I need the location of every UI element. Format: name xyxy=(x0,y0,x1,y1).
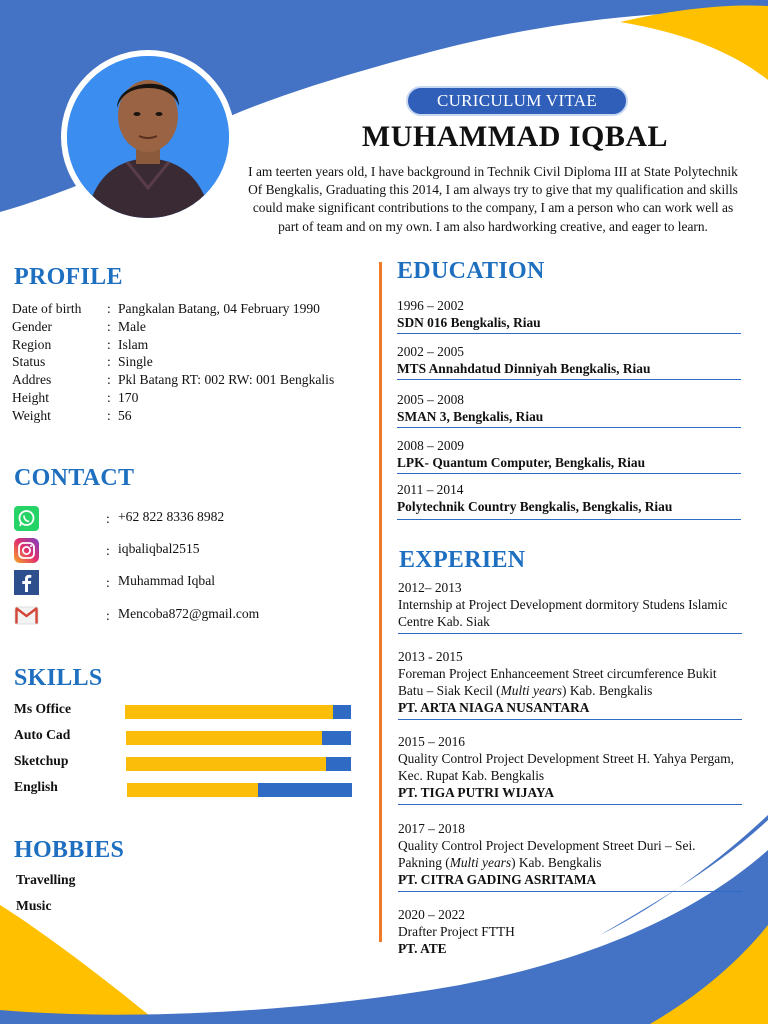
skill-fill xyxy=(127,783,258,797)
education-years: 2008 – 2009 xyxy=(397,438,464,453)
education-school: SMAN 3, Bengkalis, Riau xyxy=(397,409,544,424)
profile-row xyxy=(12,372,382,390)
profile-label: Date of birth xyxy=(12,301,82,316)
profile-photo xyxy=(61,50,235,224)
profile-value: Male xyxy=(118,318,146,334)
experience-description: Internship at Project Development dormitory Studens Islamic Centre Kab. Siak xyxy=(398,597,728,629)
profile-label: Region xyxy=(12,336,52,352)
contact-heading: CONTACT xyxy=(14,465,135,491)
profile-table xyxy=(12,301,382,426)
divider-line xyxy=(397,333,741,334)
cv-badge: CURICULUM VITAE xyxy=(406,86,628,116)
profile-row xyxy=(12,408,382,426)
divider-line xyxy=(398,719,742,720)
profile-label: Gender xyxy=(12,318,53,334)
separator: : xyxy=(107,407,111,423)
experience-description: Quality Control Project Development Street H. Yahya Pergam, Kec. Rupat Kab. Bengkalis xyxy=(398,751,734,783)
education-years: 1996 – 2002 xyxy=(397,298,464,313)
education-heading: EDUCATION xyxy=(397,258,545,284)
profile-value: Pangkalan Batang, 04 February 1990 xyxy=(118,301,320,316)
education-item xyxy=(397,297,741,334)
skill-label: Ms Office xyxy=(14,701,71,716)
profile-value: 170 xyxy=(118,389,139,405)
skill-label: Auto Cad xyxy=(14,727,71,742)
education-item xyxy=(397,437,741,474)
divider-line xyxy=(397,473,741,474)
description-text: Quality Control Project Development Street Duri – Sei. Pakning ( xyxy=(398,838,696,870)
description-emphasis: Multi years xyxy=(449,855,512,870)
experience-heading: EXPERIEN xyxy=(399,547,526,573)
experience-years: 2020 – 2022 xyxy=(398,907,465,922)
full-name: MUHAMMAD IQBAL xyxy=(361,120,669,153)
experience-item xyxy=(398,820,742,892)
gmail-icon xyxy=(14,603,39,628)
skill-label: Sketchup xyxy=(14,753,69,768)
experience-years: 2017 – 2018 xyxy=(398,821,465,836)
description-emphasis: Multi years xyxy=(500,683,563,698)
profile-value: Pkl Batang RT: 002 RW: 001 Bengkalis xyxy=(118,372,335,388)
divider-line xyxy=(397,379,741,380)
experience-years: 2012– 2013 xyxy=(398,580,462,595)
experience-item xyxy=(398,733,742,805)
education-years: 2011 – 2014 xyxy=(397,482,464,497)
experience-company: PT. ARTA NIAGA NUSANTARA xyxy=(398,700,590,715)
experience-company: PT. TIGA PUTRI WIJAYA xyxy=(398,785,555,800)
description-text: Foreman Project Enhanceement Street circumference Bukit Batu – Siak Kecil ( xyxy=(398,666,717,698)
description-text: ) Kab. Bengkalis xyxy=(562,683,653,698)
profile-label: Addres xyxy=(12,372,52,388)
divider-line xyxy=(398,633,742,634)
separator: : xyxy=(107,336,111,352)
profile-value: 56 xyxy=(118,407,132,423)
experience-item xyxy=(398,579,742,634)
divider-line xyxy=(398,804,742,805)
phone-number: +62 822 8336 8982 xyxy=(118,509,225,524)
profile-row xyxy=(12,301,382,319)
education-school: Polytechnik Country Bengkalis, Bengkalis, Riau xyxy=(397,499,673,514)
experience-item xyxy=(398,906,742,957)
instagram-handle: iqbaliqbal2515 xyxy=(118,541,200,556)
hobby-item: Music xyxy=(16,898,52,913)
hobbies-heading: HOBBIES xyxy=(14,837,125,863)
experience-years: 2013 - 2015 xyxy=(398,649,463,664)
separator: : xyxy=(107,389,111,405)
skill-bar xyxy=(125,705,351,719)
education-item xyxy=(397,343,741,380)
education-school: SDN 016 Bengkalis, Riau xyxy=(397,315,541,330)
profile-value: Islam xyxy=(118,336,149,352)
skill-row xyxy=(14,703,354,719)
whatsapp-icon xyxy=(14,506,39,531)
skill-bar xyxy=(126,731,351,745)
profile-heading: PROFILE xyxy=(14,264,123,290)
education-item xyxy=(397,481,741,520)
skill-row xyxy=(14,755,354,771)
profile-label: Height xyxy=(12,389,49,405)
column-divider xyxy=(379,262,382,942)
description-text: ) Kab. Bengkalis xyxy=(511,855,602,870)
divider-line xyxy=(398,891,742,892)
experience-description xyxy=(398,837,742,871)
profile-row xyxy=(12,354,382,372)
education-years: 2005 – 2008 xyxy=(397,392,464,407)
experience-years: 2015 – 2016 xyxy=(398,734,465,749)
profile-row xyxy=(12,319,382,337)
skill-row xyxy=(14,729,354,745)
contact-email xyxy=(14,603,344,629)
experience-description: Drafter Project FTTH xyxy=(398,924,515,939)
separator: : xyxy=(107,318,111,334)
skill-label: English xyxy=(14,779,58,794)
divider-line xyxy=(397,427,741,428)
education-years: 2002 – 2005 xyxy=(397,344,464,359)
skills-heading: SKILLS xyxy=(14,665,103,691)
skill-row xyxy=(14,781,354,797)
education-item xyxy=(397,391,741,428)
skill-bar xyxy=(127,783,352,797)
profile-value: Single xyxy=(118,354,153,370)
separator: : xyxy=(106,608,110,623)
summary-text: I am teerten years old, I have background in Technik Civil Diploma III at State Polytechnik Of Bengkalis, Graduating this 2014, I am always try to give that my qualification and skills could make significant contributions to the company, I am a person who can work well as part of team and on my own. I am also hardworking creative, and eager to learn. xyxy=(248,164,738,234)
email-address: Mencoba872@gmail.com xyxy=(118,606,260,621)
instagram-icon xyxy=(14,538,39,563)
contact-whatsapp xyxy=(14,506,344,532)
contact-facebook xyxy=(14,570,344,596)
experience-item xyxy=(398,648,742,720)
profile-row xyxy=(12,390,382,408)
divider-line xyxy=(397,519,741,520)
facebook-name: Muhammad Iqbal xyxy=(118,573,216,588)
separator: : xyxy=(106,511,110,526)
profile-label: Weight xyxy=(12,407,51,423)
hobby-item: Travelling xyxy=(16,872,76,887)
facebook-icon xyxy=(14,570,39,595)
profile-row xyxy=(12,337,382,355)
separator: : xyxy=(106,543,110,558)
experience-company: PT. CITRA GADING ASRITAMA xyxy=(398,872,597,887)
education-school: LPK- Quantum Computer, Bengkalis, Riau xyxy=(397,455,646,470)
separator: : xyxy=(107,301,111,316)
education-school: MTS Annahdatud Dinniyah Bengkalis, Riau xyxy=(397,361,651,376)
profile-label: Status xyxy=(12,354,46,370)
skill-fill xyxy=(126,731,322,745)
experience-company: PT. ATE xyxy=(398,941,447,956)
separator: : xyxy=(107,354,111,370)
person-portrait xyxy=(67,56,229,218)
separator: : xyxy=(106,575,110,590)
contact-instagram xyxy=(14,538,344,564)
experience-description xyxy=(398,665,742,699)
separator: : xyxy=(107,372,111,388)
skill-fill xyxy=(126,757,326,771)
skill-fill xyxy=(125,705,333,719)
skill-bar xyxy=(126,757,351,771)
